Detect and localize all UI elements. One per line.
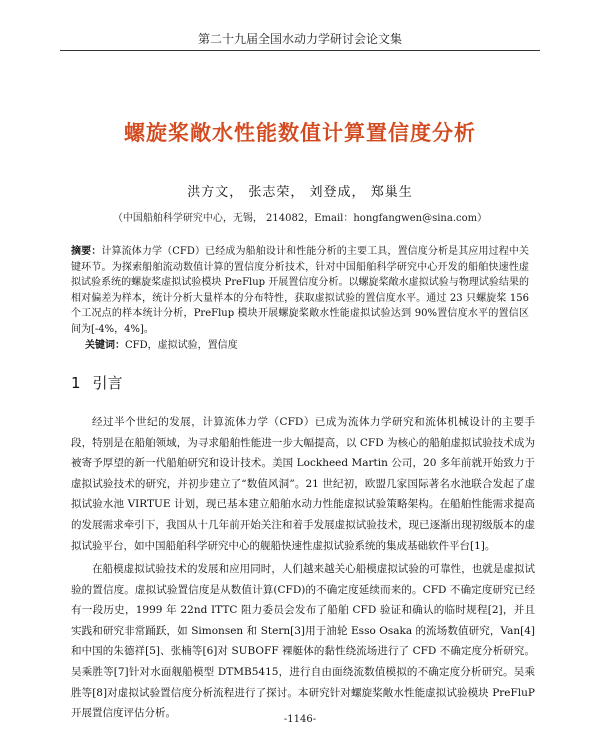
author-affiliation: （中国船舶科学研究中心，无锡， 214082，Email：hongfangwen@sina.com） xyxy=(112,213,488,224)
keywords-label: 关键词： xyxy=(85,340,125,351)
section-heading xyxy=(71,372,123,393)
body-paragraph-2: 在船模虚拟试验技术的发展和应用同时，人们越来越关心船模虚拟试验的可靠性，也就是虚拟试验的置信度。虚拟试验置信度是从数值计算(CFD)的不确定度延续而来的。CFD 不确定度研究已经有一段历史，1999 年 22nd ITTC 阻力委员会发布了船舶 CFD 验证和确认的临时规程[2]，并且实践和研究非常踊跃，如 Simonsen 和 Stern[3]用于油轮 Esso Osaka 的流场数值研究，Van[4]和中国的朱德祥[5]、张楠等[6]对 SUBOFF 裸艇体的黏性绕流场进行了 CFD 不确定度分析研究。吴乘胜等[7]针对水面舰船模型 DTMB5415，进行自由面绕流数值模拟的不确定度分析研究。吴乘胜等[8]对虚拟试验置信度分析流程进行了探讨。本研究针对螺旋桨敞水性能虚拟试验模块 PreFluP 开展置信度评估分析。 xyxy=(71,563,535,720)
abstract-text: 计算流体力学（CFD）已经成为船舶设计和性能分析的主要工具，置信度分析是其应用过程中关键环节。为探索船舶流动数值计算的置信度分析技术，针对中国船舶科学研究中心开发的船舶快速性虚拟试验系统的螺旋桨虚拟试验模块 PreFlup 开展置信度分析。以螺旋桨敞水虚拟试验与物理试验结果的相对偏差为样本，统计分析大量样本的分布特性，获取虚拟试验的置信度水平。通过 23 只螺旋桨 156 个工况点的样本统计分析，PreFlup 模块开展螺旋桨敞水性能虚拟试验达到 90%置信度水平的置信区间为[-4%，4%]。 xyxy=(71,246,530,335)
keywords-text: CFD，虚拟试验，置信度 xyxy=(125,340,238,351)
body-paragraph-1: 经过半个世纪的发展，计算流体力学（CFD）已成为流体力学研究和流体机械设计的主要手段，特别是在船舶领域，为寻求船舶性能进一步大幅提高，以 CFD 为核心的船舶虚拟试验技术成为被寄予厚望的新一代船舶研究和设计技术。美国 Lockheed Martin 公司，20 多年前就开始致力于虚拟试验技术的研究，并初步建立了“数值风洞”。21 世纪初，欧盟几家国际著名水池联合发起了虚拟试验水池 VIRTUE 计划，现已基本建立船舶水动力性能虚拟试验策略架构。在船舶性能需求提高的发展需求牵引下，我国从十几年前开始关注和着手发展虚拟试验技术，现已逐渐出现初级版本的虚拟试验平台，如中国船舶科学研究中心的舰船快速性虚拟试验系统的集成基础软件平台[1]。 xyxy=(71,416,535,552)
abstract xyxy=(71,244,529,338)
page-number: -1146- xyxy=(283,714,317,725)
section-title: 引言 xyxy=(92,374,123,392)
running-header: 第二十九届全国水动力学研讨会论文集 xyxy=(60,30,540,51)
paper-title: 螺旋桨敞水性能数值计算置信度分析 xyxy=(124,121,476,145)
keywords xyxy=(85,338,529,353)
section-number: 1 xyxy=(71,374,81,392)
author-list: 洪方文， 张志荣， 刘登成， 郑巢生 xyxy=(187,185,413,200)
abstract-label: 摘要： xyxy=(71,246,102,257)
